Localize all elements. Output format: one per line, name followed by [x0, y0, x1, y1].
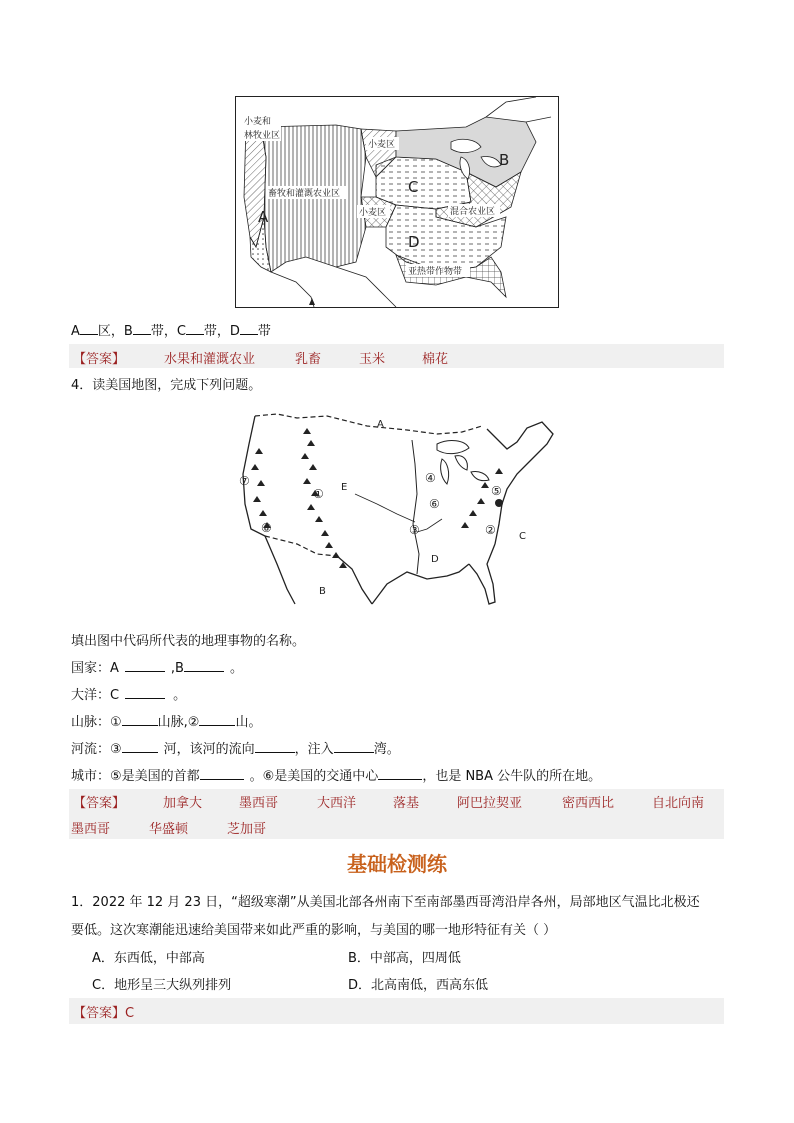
map1-label-ranch: 畜牧和灌溉农业区 — [268, 189, 341, 199]
q4-river-line — [71, 738, 400, 757]
q4-ocean-label: 大洋：C — [71, 688, 120, 703]
usa-map-label-4: ④ — [425, 471, 436, 485]
q3-answer-tag: 【答案】 — [73, 352, 126, 367]
q4-answer-10: 芝加哥 — [227, 822, 267, 837]
map1-label-mixed: 混合农业区 — [450, 207, 496, 217]
q4-answer-5: 阿巴拉契亚 — [457, 796, 523, 811]
usa-map-label-2: ② — [485, 523, 496, 537]
blank-ocean[interactable] — [125, 685, 165, 699]
blank-country-b[interactable] — [184, 658, 224, 672]
usa-map-label-1: ① — [313, 487, 324, 501]
blank-city-transport[interactable] — [378, 766, 422, 780]
q4-answer-1: 加拿大 — [163, 796, 203, 811]
q4-mountain-line — [71, 711, 261, 730]
section-title: 基础检测练 — [347, 852, 447, 876]
rocky-mountains-marks — [301, 428, 347, 568]
usa-map-svg — [237, 404, 559, 610]
q4-answer-7: 自北向南 — [652, 796, 705, 811]
map1-label-wheat-forest-2: 林牧业区 — [244, 131, 281, 141]
q4-title: 4．读美国地图，完成下列问题。 — [71, 378, 262, 393]
blank-river-direction[interactable] — [255, 739, 295, 753]
agriculture-belt-map — [235, 96, 559, 308]
q3-answer-4: 棉花 — [422, 352, 449, 367]
coast-range-marks — [251, 448, 271, 528]
blank-mountain-2[interactable] — [199, 712, 235, 726]
q3-prompt-e: 带 — [257, 324, 271, 339]
q1-answer-value: C — [125, 1006, 135, 1021]
q1-stem-line2: 要低。这次寒潮能迅速给美国带来如此严重的影响，与美国的哪一地形特征有关（ ） — [71, 923, 557, 938]
usa-map-label-7: ⑦ — [239, 474, 250, 488]
usa-map-label-B: B — [319, 586, 326, 597]
map1-label-wheat-1: 小麦区 — [368, 140, 396, 150]
map1-label-wheat-2: 小麦区 — [359, 208, 387, 218]
q4-ocean-end: 。 — [173, 688, 187, 703]
q4-river-mid2: ，注入 — [294, 742, 334, 757]
q4-country-line — [71, 657, 243, 676]
q4-answer-2: 墨西哥 — [239, 796, 279, 811]
q3-prompt — [71, 320, 271, 339]
usa-map-label-6: ⑥ — [429, 497, 440, 511]
q4-country-label: 国家：A — [71, 661, 119, 676]
q4-mountain-end: 山。 — [235, 715, 262, 730]
q4-city-mid: 。⑥是美国的交通中心 — [249, 769, 379, 784]
q3-prompt-c: 带，C — [150, 324, 186, 339]
blank-country-a[interactable] — [125, 658, 165, 672]
map1-label-wheat-forest-1: 小麦和 — [244, 117, 272, 127]
q4-city-line — [71, 765, 601, 784]
blank-q3-c[interactable] — [186, 321, 204, 335]
q4-answer-8: 墨西哥 — [71, 822, 111, 837]
q1-option-a[interactable]: A．东西低，中部高 — [92, 951, 205, 966]
usa-map-label-C: C — [519, 531, 526, 542]
q4-country-sep: ,B — [170, 661, 184, 676]
usa-map-label-8: ⑧ — [261, 521, 272, 535]
usa-map-label-5: ⑤ — [491, 484, 502, 498]
q4-answer-3: 大西洋 — [317, 796, 357, 811]
map1-label-subtropical: 亚热带作物带 — [408, 267, 463, 277]
agriculture-belt-map-svg — [236, 97, 558, 307]
blank-q3-b[interactable] — [133, 321, 151, 335]
q4-city-label: 城市：⑤是美国的首都 — [71, 769, 200, 784]
q4-river-end: 湾。 — [373, 742, 400, 757]
blank-city-capital[interactable] — [200, 766, 244, 780]
q4-city-end: ，也是 NBA 公牛队的所在地。 — [422, 769, 602, 784]
q1-stem-line1: 1．2022 年 12 月 23 日，“超级寒潮”从美国北部各州南下至南部墨西哥湾沿岸各州，局部地区气温比北极还 — [71, 895, 700, 910]
q4-mountain-label: 山脉：① — [71, 715, 122, 730]
q3-answer-1: 水果和灌溉农业 — [164, 352, 256, 367]
q3-prompt-b: 区，B — [97, 324, 133, 339]
blank-mountain-1[interactable] — [122, 712, 158, 726]
q4-answer-9: 华盛顿 — [149, 822, 189, 837]
usa-map — [237, 404, 559, 610]
usa-map-label-3: ③ — [409, 523, 420, 537]
q3-answer-2: 乳畜 — [295, 352, 322, 367]
q3-answer-3: 玉米 — [359, 352, 386, 367]
blank-river-gulf[interactable] — [334, 739, 374, 753]
q4-river-label: 河流：③ — [71, 742, 122, 757]
q4-river-mid1: 河，该河的流向 — [163, 742, 255, 757]
q1-option-b[interactable]: B．中部高，四周低 — [348, 951, 461, 966]
q1-answer — [73, 1002, 134, 1021]
q1-option-c[interactable]: C．地形呈三大纵列排列 — [92, 978, 232, 993]
q4-country-end: 。 — [229, 661, 243, 676]
map1-label-A: A — [258, 208, 269, 226]
q1-answer-tag: 【答案】 — [73, 1006, 126, 1021]
q4-answer-6: 密西西比 — [562, 796, 615, 811]
q4-ocean-line — [71, 684, 186, 703]
q1-answer-bar — [69, 998, 724, 1024]
q4-instruction: 填出图中代码所代表的地理事物的名称。 — [71, 634, 306, 649]
usa-map-label-A: A — [377, 419, 384, 430]
q4-answer-4: 落基 — [393, 796, 420, 811]
usa-map-label-E: E — [341, 482, 348, 493]
q3-prompt-d: 带，D — [203, 324, 240, 339]
usa-map-label-D: D — [431, 554, 439, 565]
q1-option-d[interactable]: D．北高南低，西高东低 — [348, 978, 489, 993]
map1-label-B: B — [499, 151, 510, 169]
blank-river[interactable] — [122, 739, 158, 753]
blank-q3-a[interactable] — [80, 321, 98, 335]
blank-q3-d[interactable] — [240, 321, 258, 335]
map1-label-D: D — [408, 233, 420, 251]
q4-answer-tag: 【答案】 — [73, 796, 126, 811]
q4-mountain-mid: 山脉,② — [157, 715, 200, 730]
map1-label-C: C — [408, 178, 419, 196]
q3-prompt-a: A — [71, 324, 80, 339]
